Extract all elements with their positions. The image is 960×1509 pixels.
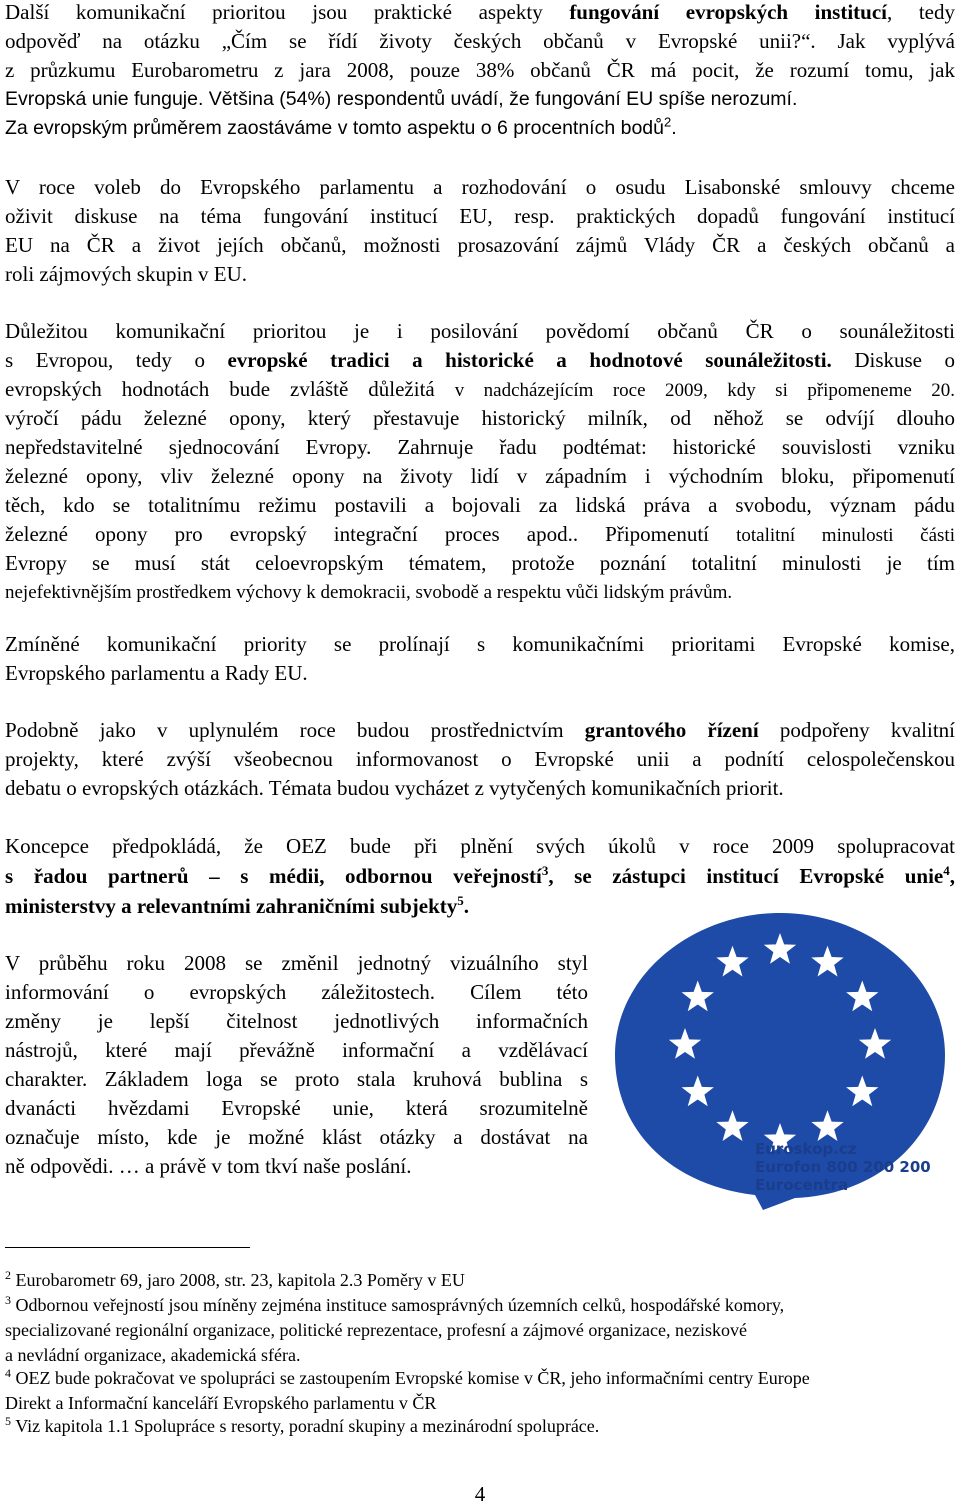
euroskop-logo bbox=[605, 905, 955, 1210]
paragraph-5-line-2: projekty, které zvýší všeobecnou informovanost o Evropské unii a podnítí celospolečenskou bbox=[5, 747, 955, 771]
paragraph-7-line-4: nástrojů, které mají převážně informační a vzdělávací bbox=[5, 1038, 588, 1062]
footnote-2: $^2$ Eurobarometr 69, jaro 2008, str. 23, kapitola 2.3 Poměry v EU bbox=[5, 1268, 465, 1290]
footnote-4-line-2: Direkt a Informační kanceláří Evropského parlamentu v ČR bbox=[5, 1393, 437, 1413]
paragraph-1-line-5: Za evropským průměrem zaostáváme v tomto aspektu o 6 procentních bodů$^2$. bbox=[5, 114, 677, 139]
bold-phrase: evropské tradici a historické a hodnotové sounáležitosti. bbox=[227, 348, 832, 372]
paragraph-3-line-9: Evropy se musí stát celoevropským tématem, protože poznání totalitní minulosti je tím bbox=[5, 551, 955, 575]
page-number: 4 bbox=[474, 1482, 486, 1506]
paragraph-3-line-7: těch, kdo se totalitnímu režimu postavili a bojovali za lidská práva a svobodu, význam pádu bbox=[5, 493, 955, 517]
paragraph-3-line-10: nejefektivnějším prostředkem výchovy k demokracii, svobodě a respektu vůči lidským právům. bbox=[5, 582, 733, 603]
footnote-ref-3[interactable]: 3 bbox=[541, 863, 549, 878]
footnote-ref-5[interactable]: 5 bbox=[457, 893, 464, 908]
paragraph-3-line-1: Důležitou komunikační prioritou je i posilování povědomí občanů ČR o sounáležitosti bbox=[5, 319, 955, 343]
paragraph-2-line-1: V roce voleb do Evropského parlamentu a rozhodování o osudu Lisabonské smlouvy chceme bbox=[5, 175, 955, 199]
footnote-ref-4[interactable]: 4 bbox=[943, 863, 950, 878]
paragraph-1-line-4: Evropská unie funguje. Většina (54%) respondentů uvádí, že fungování EU spíše nerozumí. bbox=[5, 88, 798, 110]
bold-phrase: fungování evropských institucí bbox=[569, 0, 887, 24]
paragraph-6-line-3: ministerstvy a relevantními zahraničními subjekty$^5$. bbox=[5, 893, 470, 918]
paragraph-7-line-8: ně odpovědi. … a právě v tom tkví naše poslání. bbox=[5, 1154, 412, 1178]
paragraph-7-line-1: V průběhu roku 2008 se změnil jednotný vizuálního styl bbox=[5, 951, 588, 975]
bold-phrase: grantového řízení bbox=[584, 718, 759, 742]
paragraph-7-line-6: dvanácti hvězdami Evropské unie, která srozumitelně bbox=[5, 1096, 588, 1120]
paragraph-7-line-5: charakter. Základem loga se proto stala kruhová bublina s bbox=[5, 1067, 588, 1091]
paragraph-4-line-2: Evropského parlamentu a Rady EU. bbox=[5, 661, 308, 685]
paragraph-1-line-2: odpověď na otázku „Čím se řídí životy českých občanů v Evropské unii?“. Jak vyplývá bbox=[5, 29, 955, 53]
paragraph-3-line-8: železné opony pro evropský integrační proces apod.. Připomenutí totalitní minulosti části bbox=[5, 522, 955, 546]
paragraph-1-line-3: z průzkumu Eurobarometru z jara 2008, pouze 38% občanů ČR má pocit, že rozumí tomu, jak bbox=[5, 58, 955, 82]
footnote-separator bbox=[5, 1247, 250, 1248]
paragraph-2-line-3: EU na ČR a život jejích občanů, možnosti prosazování zájmů Vlády ČR a českých občanů a bbox=[5, 233, 955, 257]
paragraph-3-line-5: nepředstavitelné sjednocování Evropy. Zahrnuje řadu podtémat: historické souvislosti vzniku bbox=[5, 435, 955, 459]
paragraph-5-line-1: Podobně jako v uplynulém roce budou prostřednictvím grantového řízení podpořeny kvalitní bbox=[5, 718, 955, 742]
paragraph-1-line-1: Další komunikační prioritou jsou praktické aspekty fungování evropských institucí, tedy bbox=[5, 0, 955, 24]
footnote-3-line-3: a nevládní organizace, akademická sféra. bbox=[5, 1345, 301, 1365]
paragraph-6-line-2: s řadou partnerů – s médii, odbornou veřejností$^3$, se zástupci institucí Evropské unie$^4$, bbox=[5, 863, 955, 888]
paragraph-3-line-3: evropských hodnotách bude zvláště důležitá v nadcházejícím roce 2009, kdy si připomeneme 20. bbox=[5, 377, 955, 401]
footnote-ref-2[interactable]: 2 bbox=[663, 114, 672, 130]
paragraph-4-line-1: Zmíněné komunikační priority se prolínají s komunikačními prioritami Evropské komise, bbox=[5, 632, 955, 656]
footnote-3-line-1: $^3$ Odbornou veřejností jsou míněny zejména instituce samosprávných územních celků, hospodářské komory, bbox=[5, 1293, 785, 1315]
footnote-3-line-2: specializované regionální organizace, politické reprezentace, profesní a zájmové organizace, neziskové bbox=[5, 1320, 747, 1340]
logo-text-euroskop: Euroskop.cz bbox=[755, 1140, 857, 1158]
paragraph-7-line-7: označuje místo, kde je možné klást otázky a dostávat na bbox=[5, 1125, 588, 1149]
footnote-4-line-1: $^4$ OEZ bude pokračovat ve spolupráci se zastoupením Evropské komise v ČR, jeho informačními centry Europe bbox=[5, 1366, 810, 1388]
paragraph-2-line-2: oživit diskuse na téma fungování institucí EU, resp. praktických dopadů fungování institucí bbox=[5, 204, 955, 228]
paragraph-3-line-4: výročí pádu železné opony, který přestavuje historický milník, od něhož se odvíjí dlouho bbox=[5, 406, 955, 430]
paragraph-2-line-4: roli zájmových skupin v EU. bbox=[5, 262, 248, 286]
paragraph-3-line-6: železné opony, vliv železné opony na životy lidí v západním i východním bloku, připomenutí bbox=[5, 464, 955, 488]
paragraph-7-line-3: změny je lepší čitelnost jednotlivých informačních bbox=[5, 1009, 588, 1033]
eu-stars-bubble-icon bbox=[605, 905, 955, 1210]
paragraph-5-line-3: debatu o evropských otázkách. Témata budou vycházet z vytyčených komunikačních priorit. bbox=[5, 776, 784, 800]
logo-text-eurofon: Eurofon 800 200 200 bbox=[755, 1158, 931, 1176]
logo-text-eurocentra: Eurocentra bbox=[755, 1176, 849, 1194]
paragraph-3-line-2: s Evropou, tedy o evropské tradici a historické a hodnotové sounáležitosti. Diskuse o bbox=[5, 348, 955, 372]
paragraph-7-line-2: informování o evropských záležitostech. Cílem této bbox=[5, 980, 588, 1004]
paragraph-6-line-1: Koncepce předpokládá, že OEZ bude při plnění svých úkolů v roce 2009 spolupracovat bbox=[5, 834, 955, 858]
footnote-5: $^5$ Viz kapitola 1.1 Spolupráce s resorty, poradní skupiny a mezinárodní spolupráce. bbox=[5, 1414, 600, 1436]
